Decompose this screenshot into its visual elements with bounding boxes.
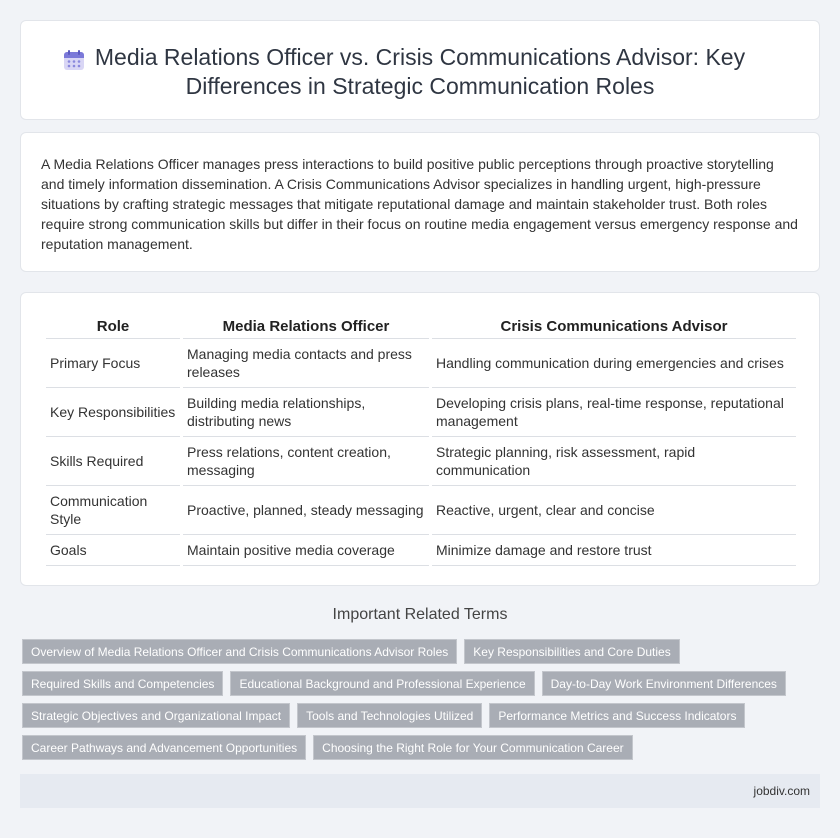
table-row <box>46 388 796 437</box>
related-term-tag[interactable]: Career Pathways and Advancement Opportunities <box>22 735 306 760</box>
table-cell: Maintain positive media coverage <box>183 535 429 566</box>
table-cell: Key Responsibilities <box>46 388 180 437</box>
intro-card <box>20 132 820 272</box>
table-row <box>46 339 796 388</box>
comparison-card <box>20 292 820 586</box>
table-cell: Handling communication during emergencies and crises <box>432 339 796 388</box>
table-row <box>46 535 796 566</box>
table-cell: Goals <box>46 535 180 566</box>
table-cell: Minimize damage and restore trust <box>432 535 796 566</box>
table-cell: Press relations, content creation, messaging <box>183 437 429 486</box>
related-term-tag[interactable]: Tools and Technologies Utilized <box>297 703 482 728</box>
table-cell: Building media relationships, distributing news <box>183 388 429 437</box>
footer <box>20 774 820 808</box>
related-term-tag[interactable]: Key Responsibilities and Core Duties <box>464 639 679 664</box>
table-cell: Proactive, planned, steady messaging <box>183 486 429 535</box>
table-cell: Managing media contacts and press releases <box>183 339 429 388</box>
tag-row <box>22 735 822 760</box>
intro-paragraph: A Media Relations Officer manages press interactions to build positive public perceptions through proactive storytelling and timely information dissemination. A Crisis Communications Advisor specializes in handling urgent, high-pressure situations by crafting strategic messages that mitigate reputational damage and maintain stakeholder trust. Both roles require strong communication skills but differ in their focus on routine media engagement versus emergency response and reputation management. <box>41 156 798 252</box>
table-cell: Strategic planning, risk assessment, rapid communication <box>432 437 796 486</box>
table-header-row <box>46 313 796 339</box>
tag-row <box>22 671 822 696</box>
comparison-table <box>43 313 799 566</box>
table-cell: Primary Focus <box>46 339 180 388</box>
related-term-tag[interactable]: Performance Metrics and Success Indicators <box>489 703 745 728</box>
column-header-media-relations-officer: Media Relations Officer <box>183 313 429 339</box>
table-cell: Reactive, urgent, clear and concise <box>432 486 796 535</box>
related-term-tag[interactable]: Strategic Objectives and Organizational Impact <box>22 703 290 728</box>
page-title: Media Relations Officer vs. Crisis Communications Advisor: Key Differences in Strategic Communication Roles <box>94 44 746 99</box>
table-cell: Communication Style <box>46 486 180 535</box>
related-term-tag[interactable]: Choosing the Right Role for Your Communication Career <box>313 735 633 760</box>
table-cell: Developing crisis plans, real-time response, reputational management <box>432 388 796 437</box>
related-term-tag[interactable]: Required Skills and Competencies <box>22 671 223 696</box>
column-header-crisis-communications-advisor: Crisis Communications Advisor <box>432 313 796 339</box>
table-cell: Skills Required <box>46 437 180 486</box>
related-terms-list <box>22 639 822 767</box>
tag-row <box>22 703 822 728</box>
column-header-role: Role <box>46 313 180 339</box>
tag-row <box>22 639 822 664</box>
related-term-tag[interactable]: Day-to-Day Work Environment Differences <box>542 671 786 696</box>
related-term-tag[interactable]: Overview of Media Relations Officer and Crisis Communications Advisor Roles <box>22 639 457 664</box>
footer-site-link[interactable]: jobdiv.com <box>753 784 810 798</box>
table-row <box>46 486 796 535</box>
table-row <box>46 437 796 486</box>
title-card <box>20 20 820 120</box>
related-term-tag[interactable]: Educational Background and Professional Experience <box>230 671 534 696</box>
related-terms-heading: Important Related Terms <box>332 606 508 623</box>
